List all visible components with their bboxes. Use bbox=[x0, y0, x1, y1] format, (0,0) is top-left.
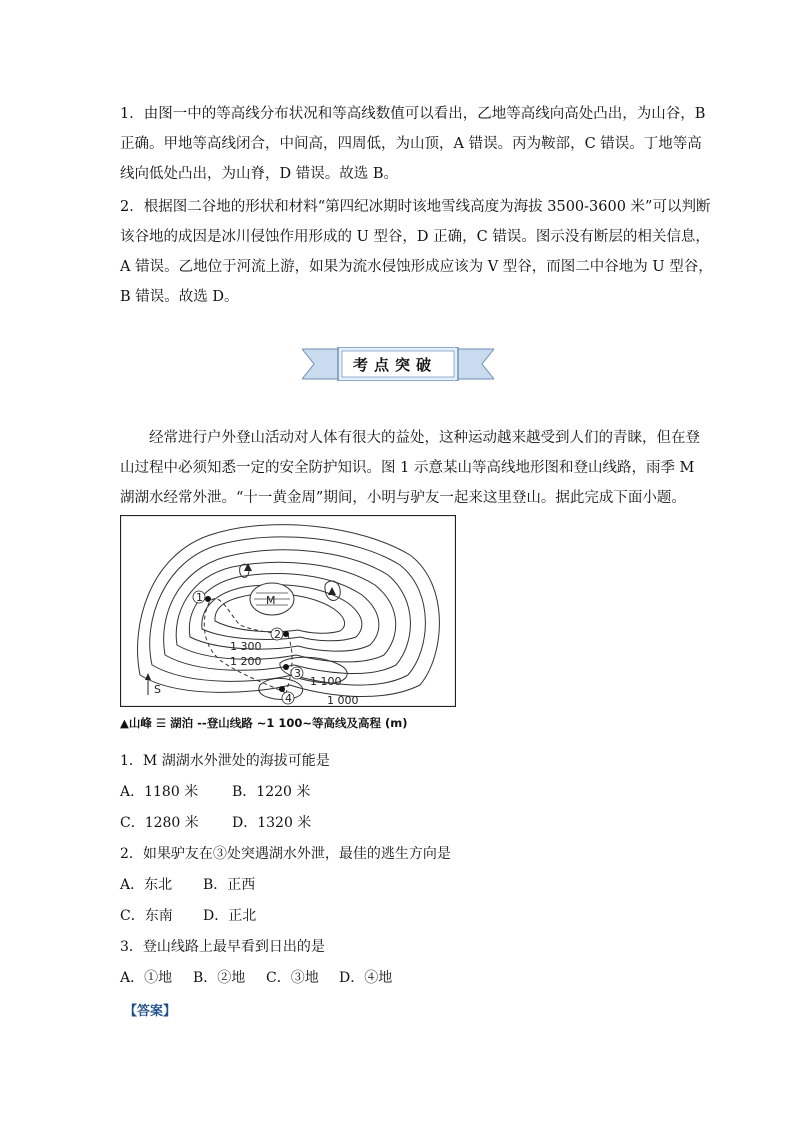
answer-label: 【答案】 bbox=[124, 1004, 177, 1019]
text-line: B 错误。故选 D。 bbox=[120, 289, 239, 305]
option[interactable]: D．1320 米 bbox=[232, 815, 312, 831]
route-point-label: 2 bbox=[274, 628, 281, 641]
option[interactable]: A．东北 bbox=[120, 877, 173, 893]
text-line: 1．由图一中的等高线分布状况和等高线数值可以看出，乙地等高线向高处凸出，为山谷，B bbox=[120, 106, 706, 122]
text-line: 线向低处凸出，为山脊，D 错误。故选 B。 bbox=[120, 166, 398, 182]
option[interactable]: B．正西 bbox=[203, 877, 256, 893]
route-point-label: 3 bbox=[294, 667, 301, 680]
analysis-paragraph-2 bbox=[120, 192, 713, 312]
text-line: 山过程中必须知悉一定的安全防护知识。图 1 示意某山等高线地形图和登山线路，雨季 M bbox=[120, 460, 695, 476]
option[interactable]: A．1180 米 bbox=[120, 784, 199, 800]
text-line: 正确。甲地等高线闭合，中间高，四周低，为山顶，A 错误。丙为鞍部，C 错误。丁地等高 bbox=[120, 136, 702, 152]
option[interactable]: D．正北 bbox=[203, 908, 257, 924]
intro-paragraph bbox=[120, 423, 700, 513]
contour-label: 1 000 bbox=[327, 694, 359, 707]
direction-label: S bbox=[154, 683, 161, 696]
option[interactable]: C．③地 bbox=[266, 970, 319, 986]
option[interactable]: B．②地 bbox=[193, 970, 246, 986]
text-line: 该谷地的成因是冰川侵蚀作用形成的 U 型谷，D 正确，C 错误。图示没有断层的相关信息， bbox=[120, 229, 710, 245]
contour-map bbox=[120, 515, 456, 707]
section-banner-title: 考点突破 bbox=[352, 356, 437, 374]
text-line: 2．根据图二谷地的形状和材料“第四纪冰期时该地雪线高度为海拔 3500-3600 米”可以判断 bbox=[120, 199, 711, 215]
option[interactable]: C．东南 bbox=[120, 908, 173, 924]
route-point-label: 4 bbox=[285, 692, 292, 705]
text-line: 湖湖水经常外泄。“十一黄金周”期间，小明与驴友一起来这里登山。据此完成下面小题。 bbox=[120, 490, 686, 506]
option[interactable]: A．①地 bbox=[120, 970, 173, 986]
map-legend: ▲山峰 ☰ 湖泊 --登山线路 ~1 100~等高线及高程 (m) bbox=[120, 716, 408, 730]
option[interactable]: B．1220 米 bbox=[232, 784, 311, 800]
question-stem: 1．M 湖湖水外泄处的海拔可能是 bbox=[120, 753, 330, 769]
contour-label: 1 300 bbox=[230, 640, 262, 653]
lake-label: M bbox=[266, 594, 276, 607]
question-stem: 3．登山线路上最早看到日出的是 bbox=[120, 939, 325, 955]
contour-label: 1 200 bbox=[230, 655, 262, 668]
question-stem: 2．如果驴友在③处突遇湖水外泄，最佳的逃生方向是 bbox=[120, 846, 451, 862]
text-line: 经常进行户外登山活动对人体有很大的益处，这种运动越来越受到人们的青睐，但在登 bbox=[149, 430, 700, 446]
option[interactable]: C．1280 米 bbox=[120, 815, 199, 831]
route-point-label: 1 bbox=[196, 591, 203, 604]
analysis-paragraph-1 bbox=[120, 99, 706, 189]
option[interactable]: D．④地 bbox=[339, 970, 393, 986]
text-line: A 错误。乙地位于河流上游，如果为流水侵蚀形成应该为 V 型谷，而图二中谷地为 U 型谷， bbox=[120, 259, 713, 275]
contour-label: 1 100 bbox=[310, 675, 342, 688]
